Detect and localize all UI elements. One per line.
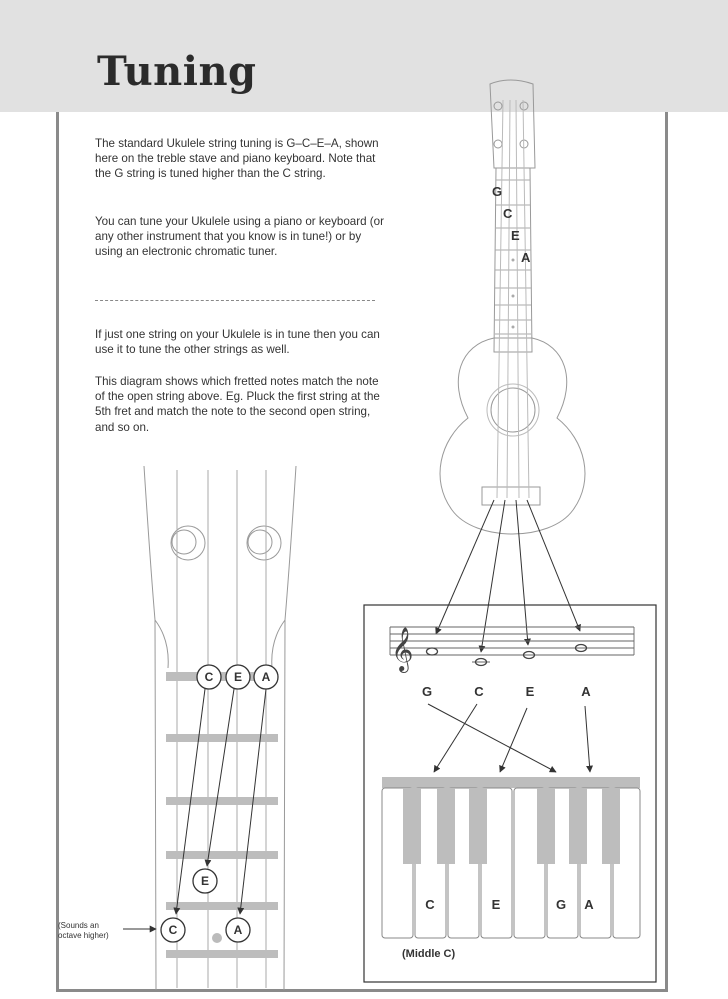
- stave-label-a: A: [581, 684, 591, 699]
- headstock-outline-right: [284, 466, 296, 990]
- fretted-label-e: E: [200, 874, 210, 888]
- key-label-e: E: [491, 897, 501, 912]
- open-string-label-e: E: [233, 670, 243, 684]
- ukulele-string-label-g: G: [492, 184, 503, 199]
- piano-keyboard: [382, 777, 640, 960]
- key-label-g: G: [555, 897, 567, 912]
- fretboard-frets: [166, 672, 278, 958]
- ukulele-fret-markers: [512, 259, 515, 329]
- fretboard-arrows: [123, 689, 266, 929]
- ukulele-string-label-a: A: [521, 250, 531, 265]
- ukulele-bridge: [482, 487, 540, 505]
- intro-paragraph: The standard Ukulele string tuning is G–C–E–A, shown here on the treble stave and piano keyboard. Note that the G string is tuned higher than the C string.: [95, 137, 379, 181]
- page-title: Tuning: [97, 48, 257, 95]
- arrow: [516, 500, 528, 645]
- ukulele-string-label-c: C: [503, 206, 513, 221]
- open-string-label-a: A: [261, 670, 271, 684]
- treble-stave: [390, 627, 634, 662]
- fretboard-diagram: [144, 466, 296, 990]
- keyboard-top-bar: [382, 777, 640, 788]
- ukulele-strings: [497, 100, 529, 498]
- arrow: [434, 704, 477, 772]
- ukulele-string-label-e: E: [511, 228, 520, 243]
- label-to-key-arrows: [428, 704, 590, 772]
- headstock-outline-left: [144, 466, 156, 990]
- arrow: [207, 689, 234, 866]
- diagram-explanation-paragraph: This diagram shows which fretted notes match the note of the open string above. Eg. Pluck the first string at the 5th fret and match the note to the second open string, and so on.: [95, 375, 380, 434]
- key-label-a: A: [584, 897, 594, 912]
- fretboard-strings: [177, 470, 266, 988]
- stave-label-c: C: [474, 684, 484, 699]
- ukulele-illustration: [440, 80, 585, 534]
- note-g: [427, 648, 438, 655]
- stave-label-e: E: [525, 684, 535, 699]
- arrow: [527, 500, 580, 631]
- relative-tuning-paragraph: If just one string on your Ukulele is in tune then you can use it to tune the other strings as well.: [95, 328, 380, 357]
- octave-note: (Sounds an octave higher): [58, 921, 109, 940]
- middle-c-label: (Middle C): [402, 948, 456, 960]
- arrow: [500, 708, 527, 772]
- treble-clef-icon: 𝄞: [391, 627, 414, 671]
- tuning-methods-paragraph: You can tune your Ukulele using a piano or keyboard (or any other instrument that you know is in tune!) or by using an electronic chromatic tuner.: [95, 215, 384, 259]
- fret-marker: [212, 933, 222, 943]
- arrow: [428, 704, 556, 772]
- tuning-peg-icon: [494, 102, 502, 110]
- arrow: [585, 706, 590, 772]
- arrow: [436, 500, 494, 634]
- fretted-label-c: C: [168, 923, 178, 937]
- fretted-label-a: A: [233, 923, 243, 937]
- tuning-peg-icon: [494, 140, 502, 148]
- tuning-peg-icon: [520, 102, 528, 110]
- open-string-label-c: C: [204, 670, 214, 684]
- key-label-c: C: [425, 897, 435, 912]
- stave-label-g: G: [421, 684, 433, 699]
- ukulele-headstock: [490, 80, 535, 168]
